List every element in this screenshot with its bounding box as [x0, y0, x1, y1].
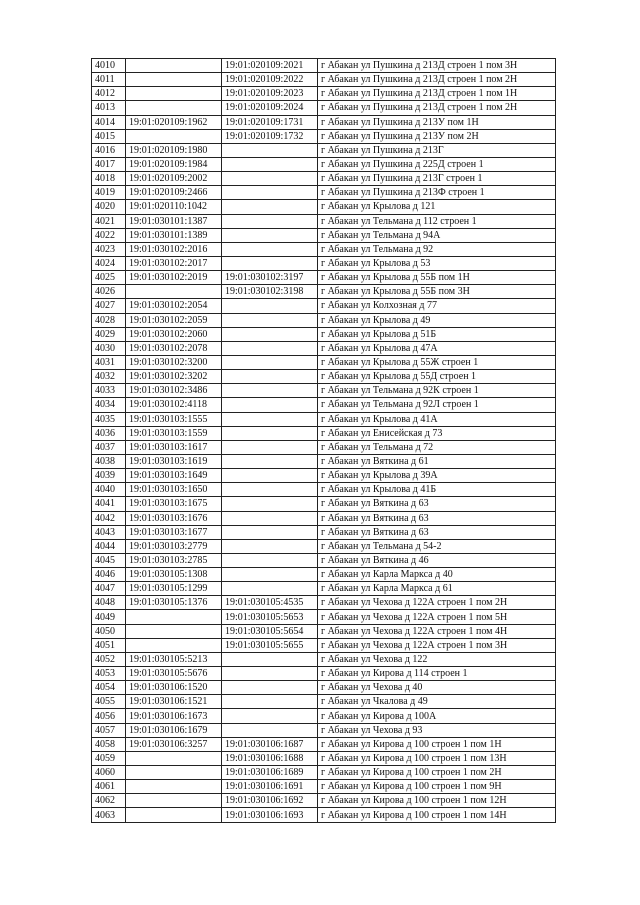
table-row [92, 327, 556, 341]
premises-cadastral-cell [222, 256, 318, 270]
row-number-cell: 4030 [92, 341, 126, 355]
table-row [92, 553, 556, 567]
premises-cadastral-cell [222, 483, 318, 497]
premises-cadastral-cell [222, 667, 318, 681]
parcel-cadastral-cell: 19:01:030105:1308 [126, 568, 222, 582]
premises-cadastral-cell [222, 652, 318, 666]
address-cell: г Абакан ул Вяткина д 46 [318, 553, 556, 567]
premises-cadastral-cell: 19:01:030106:1689 [222, 766, 318, 780]
premises-cadastral-cell: 19:01:030106:1688 [222, 751, 318, 765]
row-number-cell: 4029 [92, 327, 126, 341]
table-row [92, 539, 556, 553]
premises-cadastral-cell [222, 568, 318, 582]
table-row [92, 737, 556, 751]
address-cell: г Абакан ул Крылова д 53 [318, 256, 556, 270]
address-cell: г Абакан ул Кирова д 100 строен 1 пом 9Н [318, 780, 556, 794]
table-row [92, 723, 556, 737]
row-number-cell: 4043 [92, 525, 126, 539]
parcel-cadastral-cell [126, 59, 222, 73]
premises-cadastral-cell [222, 511, 318, 525]
parcel-cadastral-cell: 19:01:030102:2017 [126, 256, 222, 270]
address-cell: г Абакан ул Крылова д 51Б [318, 327, 556, 341]
address-cell: г Абакан ул Тельмана д 92Л строен 1 [318, 398, 556, 412]
address-cell: г Абакан ул Чехова д 122А строен 1 пом 4Н [318, 624, 556, 638]
address-cell: г Абакан ул Пушкина д 213Д строен 1 пом 2Н [318, 101, 556, 115]
row-number-cell: 4039 [92, 469, 126, 483]
row-number-cell: 4028 [92, 313, 126, 327]
table-row [92, 73, 556, 87]
row-number-cell: 4047 [92, 582, 126, 596]
table-row [92, 511, 556, 525]
row-number-cell: 4057 [92, 723, 126, 737]
premises-cadastral-cell [222, 426, 318, 440]
address-cell: г Абакан ул Вяткина д 63 [318, 511, 556, 525]
address-cell: г Абакан ул Карла Маркса д 40 [318, 568, 556, 582]
parcel-cadastral-cell: 19:01:030103:1555 [126, 412, 222, 426]
row-number-cell: 4042 [92, 511, 126, 525]
table-row [92, 751, 556, 765]
parcel-cadastral-cell: 19:01:030106:1679 [126, 723, 222, 737]
table-row [92, 101, 556, 115]
address-cell: г Абакан ул Колхозная д 77 [318, 299, 556, 313]
row-number-cell: 4054 [92, 681, 126, 695]
table-row [92, 256, 556, 270]
table-row [92, 454, 556, 468]
row-number-cell: 4023 [92, 242, 126, 256]
premises-cadastral-cell: 19:01:030106:1693 [222, 808, 318, 822]
premises-cadastral-cell [222, 440, 318, 454]
document-page [91, 58, 556, 823]
row-number-cell: 4062 [92, 794, 126, 808]
parcel-cadastral-cell: 19:01:030102:3200 [126, 355, 222, 369]
address-cell: г Абакан ул Вяткина д 63 [318, 525, 556, 539]
address-cell: г Абакан ул Пушкина д 225Д строен 1 [318, 157, 556, 171]
parcel-cadastral-cell: 19:01:030106:1521 [126, 695, 222, 709]
parcel-cadastral-cell [126, 285, 222, 299]
address-cell: г Абакан ул Крылова д 39А [318, 469, 556, 483]
parcel-cadastral-cell: 19:01:030103:1617 [126, 440, 222, 454]
premises-cadastral-cell: 19:01:020109:1731 [222, 115, 318, 129]
table-row [92, 780, 556, 794]
row-number-cell: 4041 [92, 497, 126, 511]
row-number-cell: 4051 [92, 638, 126, 652]
table-row [92, 638, 556, 652]
parcel-cadastral-cell: 19:01:030103:1619 [126, 454, 222, 468]
premises-cadastral-cell [222, 228, 318, 242]
parcel-cadastral-cell [126, 766, 222, 780]
row-number-cell: 4017 [92, 157, 126, 171]
premises-cadastral-cell: 19:01:020109:2021 [222, 59, 318, 73]
table-row [92, 582, 556, 596]
parcel-cadastral-cell: 19:01:030106:3257 [126, 737, 222, 751]
premises-cadastral-cell [222, 313, 318, 327]
parcel-cadastral-cell: 19:01:020109:1984 [126, 157, 222, 171]
premises-cadastral-cell [222, 186, 318, 200]
table-row [92, 370, 556, 384]
parcel-cadastral-cell: 19:01:030105:1299 [126, 582, 222, 596]
premises-cadastral-cell [222, 454, 318, 468]
row-number-cell: 4045 [92, 553, 126, 567]
address-cell: г Абакан ул Чехова д 122А строен 1 пом 2Н [318, 596, 556, 610]
address-cell: г Абакан ул Пушкина д 213Ф строен 1 [318, 186, 556, 200]
parcel-cadastral-cell [126, 808, 222, 822]
row-number-cell: 4026 [92, 285, 126, 299]
premises-cadastral-cell [222, 327, 318, 341]
premises-cadastral-cell: 19:01:020109:2022 [222, 73, 318, 87]
parcel-cadastral-cell: 19:01:030105:5676 [126, 667, 222, 681]
row-number-cell: 4027 [92, 299, 126, 313]
row-number-cell: 4049 [92, 610, 126, 624]
row-number-cell: 4063 [92, 808, 126, 822]
table-row [92, 610, 556, 624]
premises-cadastral-cell: 19:01:030105:5655 [222, 638, 318, 652]
parcel-cadastral-cell: 19:01:030102:4118 [126, 398, 222, 412]
parcel-cadastral-cell: 19:01:030103:1676 [126, 511, 222, 525]
row-number-cell: 4016 [92, 143, 126, 157]
table-row [92, 667, 556, 681]
parcel-cadastral-cell: 19:01:030103:1675 [126, 497, 222, 511]
premises-cadastral-cell [222, 723, 318, 737]
parcel-cadastral-cell: 19:01:020109:2002 [126, 172, 222, 186]
premises-cadastral-cell [222, 384, 318, 398]
premises-cadastral-cell [222, 709, 318, 723]
table-row [92, 214, 556, 228]
address-cell: г Абакан ул Тельмана д 112 строен 1 [318, 214, 556, 228]
address-cell: г Абакан ул Чехова д 122 [318, 652, 556, 666]
row-number-cell: 4059 [92, 751, 126, 765]
row-number-cell: 4036 [92, 426, 126, 440]
row-number-cell: 4014 [92, 115, 126, 129]
parcel-cadastral-cell [126, 610, 222, 624]
table-row [92, 695, 556, 709]
table-row [92, 200, 556, 214]
premises-cadastral-cell: 19:01:030106:1687 [222, 737, 318, 751]
premises-cadastral-cell [222, 539, 318, 553]
row-number-cell: 4022 [92, 228, 126, 242]
row-number-cell: 4024 [92, 256, 126, 270]
parcel-cadastral-cell: 19:01:030105:5213 [126, 652, 222, 666]
premises-cadastral-cell [222, 143, 318, 157]
address-cell: г Абакан ул Пушкина д 213У пом 1Н [318, 115, 556, 129]
parcel-cadastral-cell: 19:01:020109:1962 [126, 115, 222, 129]
row-number-cell: 4044 [92, 539, 126, 553]
address-cell: г Абакан ул Чкалова д 49 [318, 695, 556, 709]
table-row [92, 115, 556, 129]
table-row [92, 681, 556, 695]
table-row [92, 398, 556, 412]
parcel-cadastral-cell: 19:01:020109:1980 [126, 143, 222, 157]
table-row [92, 341, 556, 355]
row-number-cell: 4052 [92, 652, 126, 666]
row-number-cell: 4048 [92, 596, 126, 610]
table-row [92, 59, 556, 73]
address-cell: г Абакан ул Пушкина д 213Д строен 1 пом 3Н [318, 59, 556, 73]
premises-cadastral-cell: 19:01:030106:1691 [222, 780, 318, 794]
parcel-cadastral-cell: 19:01:030102:2019 [126, 271, 222, 285]
address-cell: г Абакан ул Вяткина д 61 [318, 454, 556, 468]
parcel-cadastral-cell: 19:01:030103:1649 [126, 469, 222, 483]
table-row [92, 355, 556, 369]
parcel-cadastral-cell: 19:01:030106:1520 [126, 681, 222, 695]
parcel-cadastral-cell: 19:01:030102:2060 [126, 327, 222, 341]
parcel-cadastral-cell: 19:01:030102:2016 [126, 242, 222, 256]
premises-cadastral-cell: 19:01:030105:5654 [222, 624, 318, 638]
row-number-cell: 4040 [92, 483, 126, 497]
parcel-cadastral-cell: 19:01:030103:2785 [126, 553, 222, 567]
address-cell: г Абакан ул Крылова д 41А [318, 412, 556, 426]
address-cell: г Абакан ул Пушкина д 213Д строен 1 пом 1Н [318, 87, 556, 101]
premises-cadastral-cell: 19:01:030102:3198 [222, 285, 318, 299]
parcel-cadastral-cell: 19:01:030102:2078 [126, 341, 222, 355]
row-number-cell: 4046 [92, 568, 126, 582]
premises-cadastral-cell [222, 341, 318, 355]
table-row [92, 596, 556, 610]
table-row [92, 808, 556, 822]
address-cell: г Абакан ул Крылова д 55Б пом 3Н [318, 285, 556, 299]
address-cell: г Абакан ул Пушкина д 213Г [318, 143, 556, 157]
row-number-cell: 4061 [92, 780, 126, 794]
row-number-cell: 4038 [92, 454, 126, 468]
premises-cadastral-cell: 19:01:030105:4535 [222, 596, 318, 610]
parcel-cadastral-cell: 19:01:020110:1042 [126, 200, 222, 214]
table-row [92, 709, 556, 723]
premises-cadastral-cell: 19:01:030102:3197 [222, 271, 318, 285]
address-cell: г Абакан ул Карла Маркса д 61 [318, 582, 556, 596]
premises-cadastral-cell: 19:01:020109:2024 [222, 101, 318, 115]
table-body [92, 59, 556, 823]
address-cell: г Абакан ул Тельмана д 94А [318, 228, 556, 242]
premises-cadastral-cell [222, 525, 318, 539]
address-cell: г Абакан ул Тельмана д 54-2 [318, 539, 556, 553]
row-number-cell: 4015 [92, 129, 126, 143]
address-cell: г Абакан ул Кирова д 100 строен 1 пом 1Н [318, 737, 556, 751]
table-row [92, 242, 556, 256]
address-cell: г Абакан ул Пушкина д 213Г строен 1 [318, 172, 556, 186]
address-cell: г Абакан ул Чехова д 93 [318, 723, 556, 737]
parcel-cadastral-cell: 19:01:020109:2466 [126, 186, 222, 200]
parcel-cadastral-cell: 19:01:030103:1650 [126, 483, 222, 497]
table-row [92, 299, 556, 313]
parcel-cadastral-cell [126, 101, 222, 115]
table-row [92, 285, 556, 299]
premises-cadastral-cell [222, 157, 318, 171]
table-row [92, 469, 556, 483]
row-number-cell: 4055 [92, 695, 126, 709]
row-number-cell: 4037 [92, 440, 126, 454]
premises-cadastral-cell [222, 553, 318, 567]
table-row [92, 271, 556, 285]
parcel-cadastral-cell [126, 129, 222, 143]
address-cell: г Абакан ул Тельмана д 92К строен 1 [318, 384, 556, 398]
table-row [92, 228, 556, 242]
address-cell: г Абакан ул Пушкина д 213Д строен 1 пом 2Н [318, 73, 556, 87]
address-cell: г Абакан ул Вяткина д 63 [318, 497, 556, 511]
premises-cadastral-cell [222, 355, 318, 369]
table-row [92, 384, 556, 398]
property-table [91, 58, 556, 823]
premises-cadastral-cell [222, 299, 318, 313]
row-number-cell: 4021 [92, 214, 126, 228]
address-cell: г Абакан ул Пушкина д 213У пом 2Н [318, 129, 556, 143]
table-row [92, 426, 556, 440]
parcel-cadastral-cell: 19:01:030102:3486 [126, 384, 222, 398]
address-cell: г Абакан ул Крылова д 55Д строен 1 [318, 370, 556, 384]
row-number-cell: 4032 [92, 370, 126, 384]
premises-cadastral-cell [222, 398, 318, 412]
table-row [92, 624, 556, 638]
address-cell: г Абакан ул Чехова д 40 [318, 681, 556, 695]
address-cell: г Абакан ул Крылова д 55Ж строен 1 [318, 355, 556, 369]
table-row [92, 497, 556, 511]
parcel-cadastral-cell [126, 780, 222, 794]
row-number-cell: 4013 [92, 101, 126, 115]
premises-cadastral-cell [222, 172, 318, 186]
parcel-cadastral-cell: 19:01:030105:1376 [126, 596, 222, 610]
premises-cadastral-cell [222, 214, 318, 228]
address-cell: г Абакан ул Кирова д 100 строен 1 пом 2Н [318, 766, 556, 780]
row-number-cell: 4034 [92, 398, 126, 412]
address-cell: г Абакан ул Крылова д 121 [318, 200, 556, 214]
row-number-cell: 4053 [92, 667, 126, 681]
address-cell: г Абакан ул Кирова д 114 строен 1 [318, 667, 556, 681]
table-row [92, 87, 556, 101]
parcel-cadastral-cell [126, 638, 222, 652]
table-row [92, 440, 556, 454]
table-row [92, 143, 556, 157]
parcel-cadastral-cell: 19:01:030103:1559 [126, 426, 222, 440]
address-cell: г Абакан ул Чехова д 122А строен 1 пом 3Н [318, 638, 556, 652]
parcel-cadastral-cell: 19:01:030101:1387 [126, 214, 222, 228]
address-cell: г Абакан ул Чехова д 122А строен 1 пом 5Н [318, 610, 556, 624]
parcel-cadastral-cell [126, 73, 222, 87]
premises-cadastral-cell [222, 200, 318, 214]
table-row [92, 794, 556, 808]
row-number-cell: 4011 [92, 73, 126, 87]
address-cell: г Абакан ул Тельмана д 72 [318, 440, 556, 454]
parcel-cadastral-cell: 19:01:030103:1677 [126, 525, 222, 539]
premises-cadastral-cell [222, 582, 318, 596]
address-cell: г Абакан ул Кирова д 100А [318, 709, 556, 723]
table-row [92, 568, 556, 582]
table-row [92, 157, 556, 171]
table-row [92, 652, 556, 666]
parcel-cadastral-cell: 19:01:030102:3202 [126, 370, 222, 384]
row-number-cell: 4035 [92, 412, 126, 426]
parcel-cadastral-cell [126, 87, 222, 101]
table-row [92, 129, 556, 143]
parcel-cadastral-cell [126, 794, 222, 808]
row-number-cell: 4033 [92, 384, 126, 398]
parcel-cadastral-cell: 19:01:030102:2059 [126, 313, 222, 327]
premises-cadastral-cell: 19:01:030105:5653 [222, 610, 318, 624]
parcel-cadastral-cell: 19:01:030101:1389 [126, 228, 222, 242]
parcel-cadastral-cell [126, 624, 222, 638]
premises-cadastral-cell [222, 242, 318, 256]
row-number-cell: 4010 [92, 59, 126, 73]
row-number-cell: 4012 [92, 87, 126, 101]
table-row [92, 172, 556, 186]
parcel-cadastral-cell: 19:01:030103:2779 [126, 539, 222, 553]
row-number-cell: 4056 [92, 709, 126, 723]
premises-cadastral-cell [222, 681, 318, 695]
table-row [92, 412, 556, 426]
address-cell: г Абакан ул Кирова д 100 строен 1 пом 12Н [318, 794, 556, 808]
address-cell: г Абакан ул Крылова д 55Б пом 1Н [318, 271, 556, 285]
table-row [92, 313, 556, 327]
premises-cadastral-cell [222, 412, 318, 426]
row-number-cell: 4020 [92, 200, 126, 214]
premises-cadastral-cell [222, 370, 318, 384]
address-cell: г Абакан ул Енисейская д 73 [318, 426, 556, 440]
table-row [92, 483, 556, 497]
table-row [92, 766, 556, 780]
address-cell: г Абакан ул Крылова д 41Б [318, 483, 556, 497]
row-number-cell: 4025 [92, 271, 126, 285]
row-number-cell: 4050 [92, 624, 126, 638]
address-cell: г Абакан ул Кирова д 100 строен 1 пом 13Н [318, 751, 556, 765]
premises-cadastral-cell [222, 497, 318, 511]
row-number-cell: 4060 [92, 766, 126, 780]
address-cell: г Абакан ул Крылова д 49 [318, 313, 556, 327]
row-number-cell: 4018 [92, 172, 126, 186]
address-cell: г Абакан ул Крылова д 47А [318, 341, 556, 355]
row-number-cell: 4058 [92, 737, 126, 751]
premises-cadastral-cell [222, 695, 318, 709]
table-row [92, 525, 556, 539]
address-cell: г Абакан ул Кирова д 100 строен 1 пом 14Н [318, 808, 556, 822]
row-number-cell: 4031 [92, 355, 126, 369]
address-cell: г Абакан ул Тельмана д 92 [318, 242, 556, 256]
parcel-cadastral-cell [126, 751, 222, 765]
premises-cadastral-cell: 19:01:020109:1732 [222, 129, 318, 143]
row-number-cell: 4019 [92, 186, 126, 200]
parcel-cadastral-cell: 19:01:030106:1673 [126, 709, 222, 723]
premises-cadastral-cell: 19:01:020109:2023 [222, 87, 318, 101]
parcel-cadastral-cell: 19:01:030102:2054 [126, 299, 222, 313]
premises-cadastral-cell: 19:01:030106:1692 [222, 794, 318, 808]
table-row [92, 186, 556, 200]
premises-cadastral-cell [222, 469, 318, 483]
